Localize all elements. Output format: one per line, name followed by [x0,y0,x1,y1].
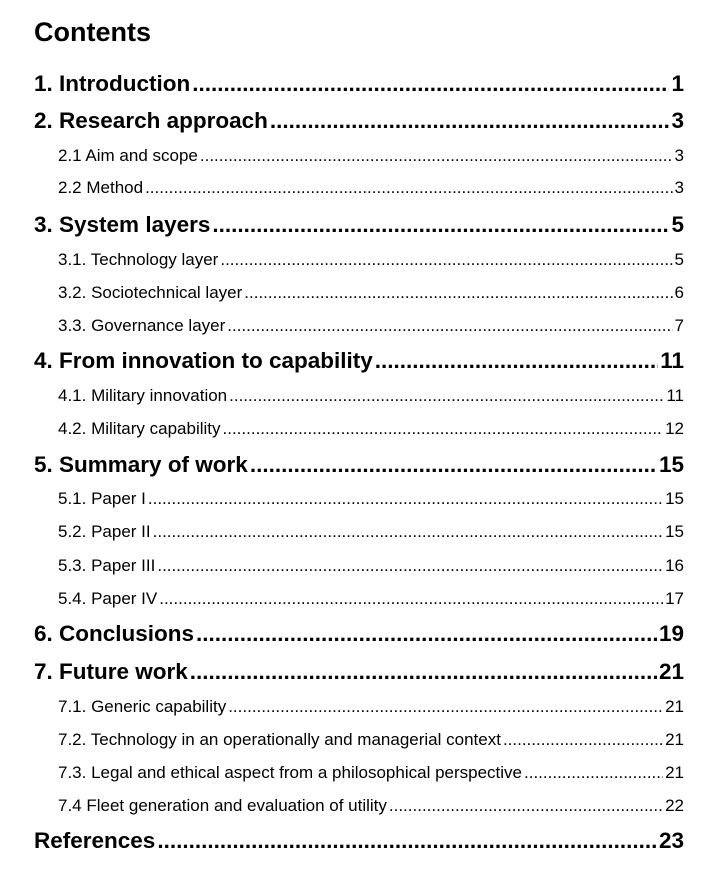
toc-dot-leader [270,107,670,135]
toc-entry-paper-4[interactable] [58,588,684,610]
toc-page-number: 17 [665,589,684,608]
toc-dot-leader [157,827,657,855]
toc-entry-aim-and-scope[interactable] [58,145,684,167]
toc-entry-governance-layer[interactable] [58,315,684,337]
toc-entry-label: 5.3. Paper III [58,556,156,575]
toc-dot-leader [524,762,663,784]
toc-dot-leader [227,315,672,337]
contents-heading: Contents [34,17,151,47]
toc-dot-leader [503,729,663,751]
toc-entry-sociotechnical-layer[interactable] [58,282,684,304]
toc-entry-label: 3.3. Governance layer [58,316,226,335]
toc-dot-leader [196,620,657,648]
toc-page-number: 19 [658,621,684,646]
toc-page-number: 16 [665,556,684,575]
toc-entry-generic-capability[interactable] [58,696,684,718]
toc-entry-label: 5. Summary of work [34,452,248,477]
toc-entry-label: 5.1. Paper I [58,489,146,508]
toc-entry-technology-layer[interactable] [58,249,684,271]
toc-entry-label: 4. From innovation to capability [34,348,373,373]
toc-page-number: 5 [671,212,684,237]
toc-page-number: 11 [666,386,684,405]
toc-entry-military-innovation[interactable] [58,385,684,407]
toc-entry-future-work[interactable] [34,658,684,686]
toc-dot-leader [145,177,672,199]
toc-page-number: 3 [674,178,684,197]
toc-dot-leader [228,696,663,718]
toc-page-number: 1 [671,71,684,96]
toc-entry-technology-context[interactable] [58,729,684,751]
toc-page-number: 3 [671,108,684,133]
toc-entry-label: 7.4 Fleet generation and evaluation of utility [58,796,387,815]
toc-entry-label: 5.4. Paper IV [58,589,158,608]
toc-page-number: 7 [674,316,684,335]
toc-dot-leader [212,211,669,239]
toc-dot-leader [223,418,664,440]
toc-entry-conclusions[interactable] [34,620,684,648]
toc-page-number: 21 [665,730,684,749]
toc-entry-method[interactable] [58,177,684,199]
toc-entry-label: 1. Introduction [34,71,191,96]
toc-dot-leader [244,282,672,304]
toc-entry-references[interactable] [34,827,684,855]
toc-entry-label: 3.2. Sociotechnical layer [58,283,243,302]
toc-entry-label: 3. System layers [34,212,211,237]
toc-page-number: 3 [674,146,684,165]
toc-entry-label: 2.1 Aim and scope [58,146,198,165]
toc-entry-military-capability[interactable] [58,418,684,440]
toc-entry-innovation-to-capability[interactable] [34,347,684,375]
toc-page-number: 23 [658,828,684,853]
toc-entry-fleet-generation[interactable] [58,795,684,817]
toc-entry-introduction[interactable] [34,70,684,98]
toc-dot-leader [389,795,663,817]
toc-dot-leader [229,385,664,407]
toc-entry-system-layers[interactable] [34,211,684,239]
toc-dot-leader [200,145,673,167]
toc-entry-label: 7. Future work [34,659,188,684]
toc-dot-leader [192,70,669,98]
toc-dot-leader [159,588,663,610]
toc-page-number: 15 [665,489,684,508]
toc-entry-summary-of-work[interactable] [34,451,684,479]
toc-page-number: 15 [658,452,684,477]
toc-dot-leader [250,451,657,479]
toc-page-number: 12 [665,419,684,438]
toc-entry-label: 3.1. Technology layer [58,250,219,269]
toc-page-number: 6 [674,283,684,302]
toc-page-number: 15 [665,522,684,541]
toc-page-number: 5 [674,250,684,269]
toc-entry-label: References [34,828,156,853]
toc-entry-label: 7.3. Legal and ethical aspect from a philosophical perspective [58,763,523,782]
toc-dot-leader [220,249,672,271]
toc-entry-label: 4.1. Military innovation [58,386,228,405]
toc-entry-label: 2. Research approach [34,108,268,133]
toc-entry-research-approach[interactable] [34,107,684,135]
toc-entry-paper-2[interactable] [58,521,684,543]
toc-entry-label: 4.2. Military capability [58,419,221,438]
toc-entry-paper-3[interactable] [58,555,684,577]
toc-entry-legal-ethical-aspect[interactable] [58,762,684,784]
toc-page-number: 21 [665,697,684,716]
toc-page-number: 22 [665,796,684,815]
toc-entry-label: 6. Conclusions [34,621,195,646]
toc-dot-leader [375,347,658,375]
toc-page-number: 11 [660,348,684,373]
toc-page-number: 21 [658,659,684,684]
toc-dot-leader [148,488,663,510]
toc-dot-leader [153,521,663,543]
toc-dot-leader [190,658,657,686]
toc-entry-paper-1[interactable] [58,488,684,510]
toc-entry-label: 7.1. Generic capability [58,697,227,716]
toc-entry-label: 2.2 Method [58,178,144,197]
toc-page-number: 21 [665,763,684,782]
toc-entry-label: 7.2. Technology in an operationally and managerial context [58,730,501,749]
toc-entry-label: 5.2. Paper II [58,522,151,541]
toc-dot-leader [157,555,663,577]
